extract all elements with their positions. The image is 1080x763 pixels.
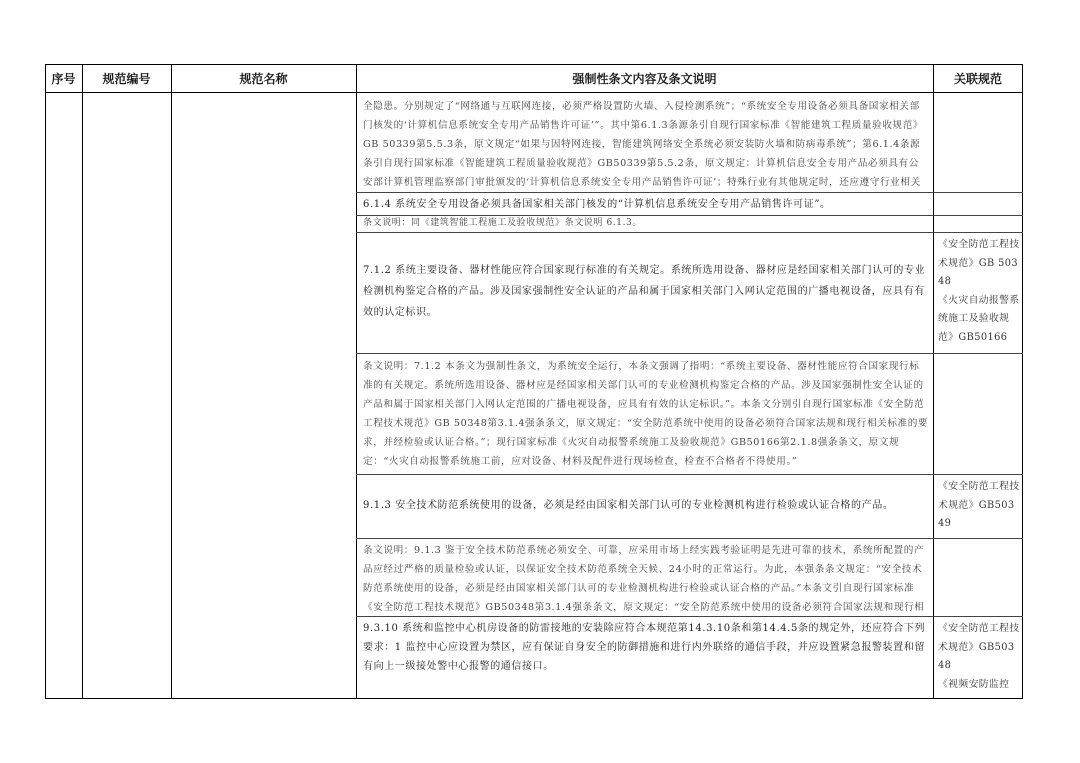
header-divider (45, 92, 1023, 93)
related-ref: 《视频安防监控 (938, 678, 1010, 690)
clause-9-3-10: 9.3.10 系统和监控中心机房设备的防雷接地的安装除应符合本规范第14.3.10条和第14.4.5条的规定外，还应符合下列要求：1 监控中心应设置为禁区，应有保证自身安全的防御措施和进行内外联络的通信手段，并应设置紧急报警装置和留有向上一级接处警中心报警的通信接口。 (363, 623, 926, 672)
clause-note-7-1-2: 条文说明：7.1.2 本条文为强制性条文，为系统安全运行，本条文强调了指明：“系统主要设备、器材性能应符合国家现行标准的有关规定。系统所选用设备、器材应是经国家相关部门认可的专业检测机构鉴定合格的产品。涉及国家强制性安全认证的产品和属于国家相关部门入网认定范围的广播电视设备，应具有有效的认定标识。”。本条文分别引自现行国家标准《安全防范工程技术规范》GB 50348第3.1.4强条条文，原文规定：“安全防范系统中使用的设备必须符合国家法规和现行相关标准的要求，并经检验或认证合格。”；现行国家标准《火灾自动报警系统施工及验收规范》GB50166第2.1.8强条条文，原文规定：“火灾自动报警系统施工前，应对设备、材料及配件进行现场检查，检查不合格者不得使用。” (363, 361, 929, 467)
related-ref: 《安全防范工程技术规范》GB 50348 (938, 239, 1020, 287)
col-divider (171, 64, 172, 699)
row-divider (356, 192, 1023, 193)
row-divider (356, 538, 1023, 539)
col-divider (356, 64, 357, 699)
clause-note-continued: 全隐患。分别规定了“网络通与互联网连接，必须严格设置防火墙、入侵检测系统”；“系统安全专用设备必须具备国家相关部门核发的‘计算机信息系统安全专用产品销售许可证’”。其中第6.1.3条源条引自现行国家标准《智能建筑工程质量验收规范》GB 50339第5.5.3条，原文规定“如果与因特网连接，智能建筑网络安全系统必须安装防火墙和防病毒系统”；第6.1.4条源条引自现行国家标准《智能建筑工程质量验收规范》GB50339第5.5.2条，原文规定：计算机信息安全专用产品必须具有公安部计算机管理监察部门审批颁发的‘计算机信息系统安全专用产品销售许可证’；特殊行业有其他规定时，还应遵守行业相关 (363, 101, 924, 188)
row-divider (356, 353, 1023, 354)
header-content: 强制性条文内容及条文说明 (572, 71, 717, 86)
clause-6-1-4: 6.1.4 系统安全专用设备必须具备国家相关部门核发的“计算机信息系统安全专用产品销售许可证”。 (363, 199, 831, 210)
col-divider (933, 64, 934, 699)
row-divider (356, 474, 1023, 475)
clause-note-9-1-3: 条文说明：9.1.3 鉴于安全技术防范系统必须安全、可靠，应采用市场上经实践考验证明是先进可靠的技术，系统所配置的产品应经过严格的质量检验或认证，以保证安全技术防范系统全天候、24小时的正常运行。为此，本强条条文规定：“安全技术防范系统使用的设备，必须是经由国家相关部门认可的专业检测机构进行检验或认证合格的产品。”本条文引自现行国家标准《安全防范工程技术规范》GB50348第3.1.4强条条文，原文规定：“安全防范系统中使用的设备必须符合国家法规和现行相 (363, 545, 925, 613)
header-serial: 序号 (51, 71, 76, 86)
related-ref: 《安全防范工程技术规范》GB50349 (938, 481, 1020, 529)
related-7-1-2 (938, 236, 1020, 352)
related-9-1-3 (938, 478, 1020, 536)
regulation-table (45, 64, 1023, 699)
clause-7-1-2: 7.1.2 系统主要设备、器材性能应符合国家现行标准的有关规定。系统所选用设备、器材应是经国家相关部门认可的专业检测机构鉴定合格的产品。涉及国家强制性安全认证的产品和属于国家相关部门入网认定范围的广播电视设备，应具有有效的认定标识。 (363, 265, 926, 318)
row-divider (356, 232, 1023, 233)
col-divider (82, 64, 83, 699)
header-code: 规范编号 (102, 71, 151, 86)
clause-9-1-3: 9.1.3 安全技术防范系统使用的设备，必须是经由国家相关部门认可的专业检测机构进行检验或认证合格的产品。 (363, 500, 894, 511)
row-divider (356, 616, 1023, 617)
header-related: 关联规范 (953, 71, 1002, 86)
header-name: 规范名称 (239, 71, 288, 86)
clause-note-6-1-4: 条文说明：同《建筑智能工程施工及验收规范》条文说明 6.1.3。 (363, 218, 642, 228)
related-ref: 《火灾自动报警系统施工及验收规范》GB50166 (938, 294, 1020, 343)
related-ref: 《安全防范工程技术规范》GB50348 (938, 623, 1020, 671)
related-9-3-10 (938, 620, 1020, 697)
